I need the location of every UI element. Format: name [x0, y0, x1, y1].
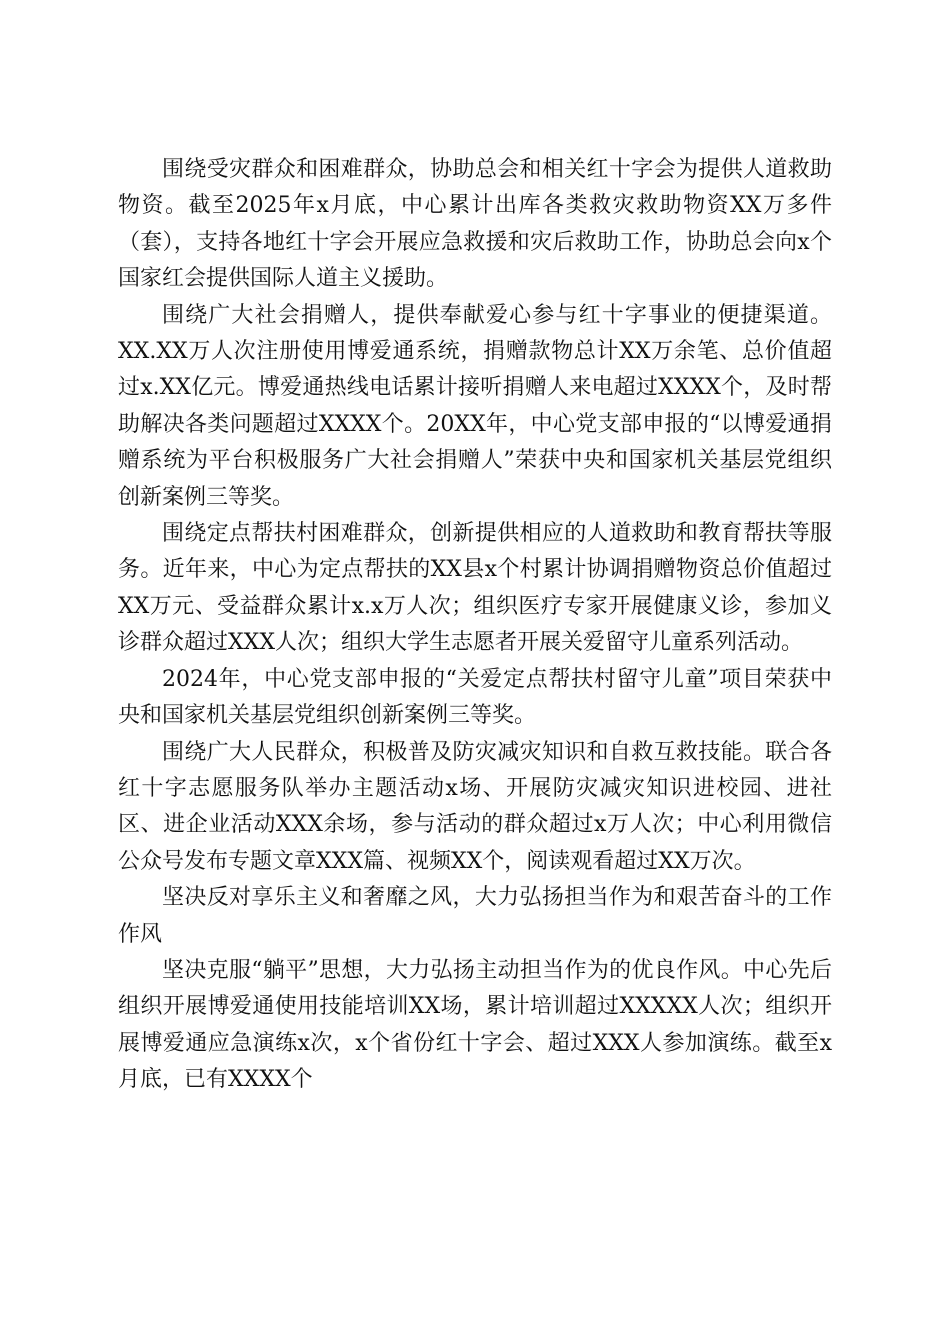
paragraph-assisted-village: 围绕定点帮扶村困难群众，创新提供相应的人道救助和教育帮扶等服务。近年来，中心为定点帮扶的XX县x个村累计协调捐赠物资总价值超过XX万元、受益群众累计x.x万人次；组织医疗专家开展健康义诊，参加义诊群众超过XXX人次；组织大学生志愿者开展关爱留守儿童系列活动。 [118, 521, 832, 656]
paragraph-award-2024: 2024年，中心党支部申报的“关爱定点帮扶村留守儿童”项目荣获中央和国家机关基层党组织创新案例三等奖。 [118, 666, 832, 729]
document-body [118, 152, 832, 1099]
paragraph-responsibility: 坚决克服“躺平”思想，大力弘扬主动担当作为的优良作风。中心先后组织开展博爱通使用技能培训XX场，累计培训超过XXXXX人次；组织开展博爱通应急演练x次，x个省份红十字会、超过XXX人参加演练。截至x月底，已有XXXX个 [118, 957, 832, 1093]
paragraph-disaster-education: 围绕广大人民群众，积极普及防灾减灾知识和自救互救技能。联合各红十字志愿服务队举办主题活动x场、开展防灾减灾知识进校园、进社区、进企业活动XXX余场，参与活动的群众超过x万人次；中心利用微信公众号发布专题文章XXX篇、视频XX个，阅读观看超过XX万次。 [118, 739, 832, 874]
section-heading-work-style: 坚决反对享乐主义和奢靡之风，大力弘扬担当作为和艰苦奋斗的工作作风 [118, 885, 832, 947]
paragraph-disaster-relief: 围绕受灾群众和困难群众，协助总会和相关红十字会为提供人道救助物资。截至2025年x月底，中心累计出库各类救灾救助物资XX万多件（套），支持各地红十字会开展应急救援和灾后救助工作，协助总会向x个国家红会提供国际人道主义援助。 [118, 157, 832, 292]
paragraph-donors: 围绕广大社会捐赠人，提供奉献爱心参与红十字事业的便捷渠道。XX.XX万人次注册使用博爱通系统，捐赠款物总计XX万余笔、总价值超过x.XX亿元。博爱通热线电话累计接听捐赠人来电超过XXXX个，及时帮助解决各类问题超过XXXX个。20XX年，中心党支部申报的“以博爱通捐赠系统为平台积极服务广大社会捐赠人”荣获中央和国家机关基层党组织创新案例三等奖。 [118, 302, 832, 510]
